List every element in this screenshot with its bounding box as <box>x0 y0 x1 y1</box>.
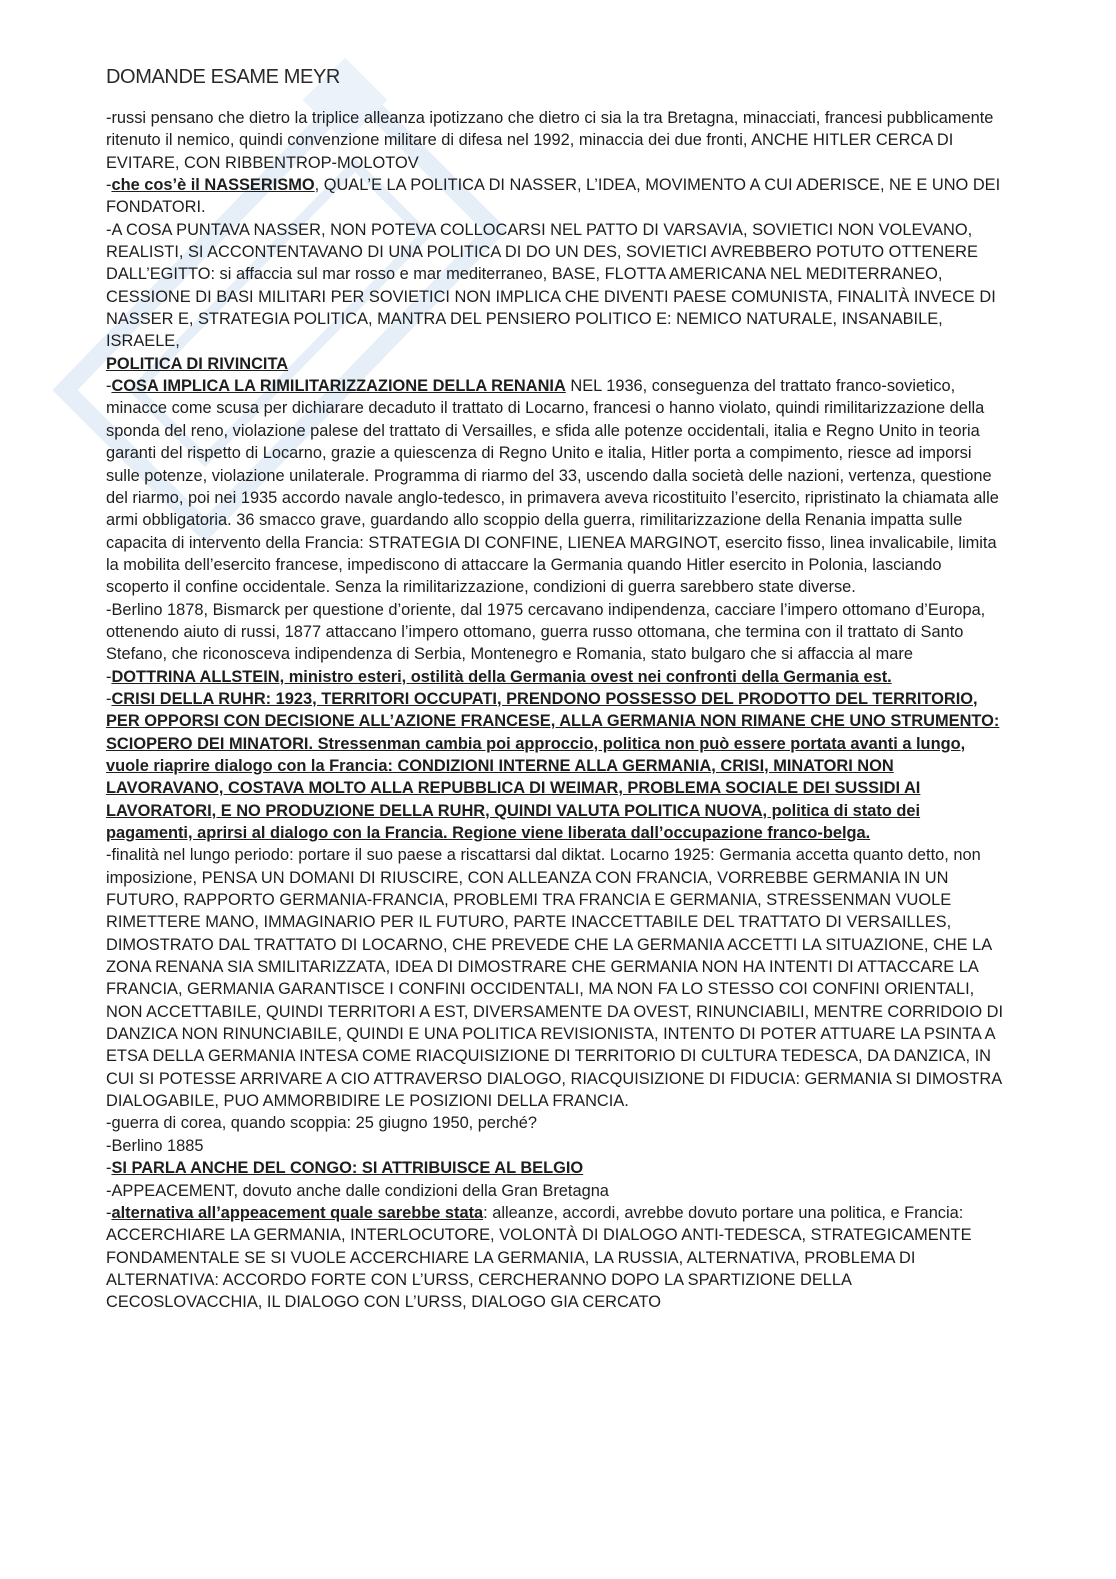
text-run: -guerra di corea, quando scoppia: 25 giugno 1950, perché? <box>106 1114 538 1133</box>
paragraph <box>106 1135 1006 1157</box>
paragraph <box>106 1157 1006 1179</box>
bold-underlined-text: alternativa all’appeacement quale sarebbe stata <box>111 1203 484 1222</box>
paragraph <box>106 1112 1006 1134</box>
text-run: -Berlino 1885 <box>106 1136 204 1155</box>
text-run: - <box>106 377 112 396</box>
paragraph <box>106 844 1006 1112</box>
text-run: - <box>106 689 112 708</box>
bold-underlined-text: CRISI DELLA RUHR: 1923, TERRITORI OCCUPATI, PRENDONO POSSESSO DEL PRODOTTO DEL TERRITORIO, PER OPPORSI CON DECISIONE ALL’AZIONE FRANCESE, ALLA GERMANIA NON RIMANE CHE UNO STRUMENTO: SCIOPERO DEI MINATORI. Stressenman cambia poi approccio, politica non può essere portata avanti a lungo, vuole riaprire dialogo con la Francia: CONDIZIONI INTERNE ALLA GERMANIA, CRISI, MINATORI NON LAVORAVANO, COSTAVA MOLTO ALLA REPUBBLICA DI WEIMAR, PROBLEMA SOCIALE DEI SUSSIDI AI LAVORATORI, E NO PRODUZIONE DELLA RUHR, QUINDI VALUTA POLITICA NUOVA, politica di stato dei pagamenti, aprirsi al dialogo con la Francia. Regione viene liberata dall’occupazione franco-belga. <box>106 689 1000 842</box>
paragraph <box>106 666 1006 688</box>
paragraph <box>106 1180 1006 1202</box>
document-body <box>106 107 1006 1314</box>
paragraph <box>106 107 1006 174</box>
text-run: NEL 1936, conseguenza del trattato franco-sovietico, minacce come scusa per dichiarare decaduto il trattato di Locarno, francesi o hanno violato, quindi rimilitarizzazione della sponda del reno, violazione palese del trattato di Versailles, e sfida alle potenze occidentali, italia e Regno Unito in teoria garanti del rispetto di Locarno, grazie a quiescenza di Regno Unito e italia, Hitler porta a compimento, riesce ad imporsi sulle potenze, violazione unilaterale. Programma di riarmo del 33, uscendo dalla società delle nazioni, vertenza, questione del riarmo, poi nei 1935 accordo navale anglo-tedesco, in primavera aveva ricostituito l’esercito, ripristinato la chiamata alle armi obbligatoria. 36 smacco grave, guardando allo scoppio della guerra, rimilitarizzazione della Renania impatta sulle capacita di intervento della Francia: STRATEGIA DI CONFINE, LIENEA MARGINOT, esercito fisso, linea invalicabile, limita la mobilita dell’esercito francese, impediscono di attaccare la Germania quando Hitler esercito in Polonia, lasciando scoperto il confine occidentale. Senza la rimilitarizzazione, condizioni di guerra sarebbero state diverse. <box>106 377 999 597</box>
text-run: - <box>106 667 112 686</box>
bold-underlined-text: SI PARLA ANCHE DEL CONGO: SI ATTRIBUISCE AL BELGIO <box>111 1159 584 1178</box>
bold-underlined-text: POLITICA DI RIVINCITA <box>106 354 289 373</box>
bold-underlined-text: che cos’è il NASSERISMO <box>111 176 315 195</box>
text-run: -APPEACEMENT, dovuto anche dalle condizioni della Gran Bretagna <box>106 1181 609 1200</box>
paragraph <box>106 353 1006 375</box>
bold-underlined-text: DOTTRINA ALLSTEIN, ministro esteri, ostilità della Germania ovest nei confronti della Germania est. <box>111 667 892 686</box>
text-run: - <box>106 176 112 195</box>
text-run: -Berlino 1878, Bismarck per questione d’oriente, dal 1975 cercavano indipendenza, cacciare l’impero ottomano d’Europa, ottenendo aiuto di russi, 1877 attaccano l’impero ottomano, guerra russo ottomana, che termina con il trattato di Santo Stefano, che riconosceva indipendenza di Serbia, Montenegro e Romania, stato bulgaro che si affaccia al mare <box>106 600 986 664</box>
bold-underlined-text: COSA IMPLICA LA RIMILITARIZZAZIONE DELLA RENANIA <box>111 377 566 396</box>
text-run: -A COSA PUNTAVA NASSER, NON POTEVA COLLOCARSI NEL PATTO DI VARSAVIA, SOVIETICI NON VOLEVANO, REALISTI, SI ACCONTENTAVANO DI UNA POLITICA DI DO UN DES, SOVIETICI AVREBBERO POTUTO OTTENERE DALL’EGITTO: si affaccia sul mar rosso e mar mediterraneo, BASE, FLOTTA AMERICANA NEL MEDITERRANEO, CESSIONE DI BASI MILITARI PER SOVIETICI NON IMPLICA CHE DIVENTI PAESE COMUNISTA, FINALITÀ INVECE DI NASSER E, STRATEGIA POLITICA, MANTRA DEL PENSIERO POLITICO E: NEMICO NATURALE, INSANABILE, ISRAELE, <box>106 220 996 351</box>
paragraph <box>106 599 1006 666</box>
document-title: DOMANDE ESAME MEYR <box>106 66 340 88</box>
text-run: - <box>106 1159 112 1178</box>
paragraph <box>106 219 1006 353</box>
paragraph <box>106 688 1006 844</box>
paragraph <box>106 1202 1006 1314</box>
text-run: : alleanze, accordi, avrebbe dovuto portare una politica, e Francia: ACCERCHIARE LA GERMANIA, INTERLOCUTORE, VOLONTÀ DI DIALOGO ANTI-TEDESCA, STRATEGICAMENTE FONDAMENTALE SE SI VUOLE ACCERCHIARE LA GERMANIA, LA RUSSIA, ALTERNATIVA, PROBLEMA DI ALTERNATIVA: ACCORDO FORTE CON L’URSS, CERCHERANNO DOPO LA SPARTIZIONE DELLA CECOSLOVACCHIA, IL DIALOGO CON L’URSS, DIALOGO GIA CERCATO <box>106 1203 972 1312</box>
text-run: , QUAL’E LA POLITICA DI NASSER, L’IDEA, MOVIMENTO A CUI ADERISCE, NE E UNO DEI FONDATORI. <box>106 176 1001 217</box>
text-run: - <box>106 1203 112 1222</box>
paragraph <box>106 174 1006 219</box>
text-run: -finalità nel lungo periodo: portare il suo paese a riscattarsi dal diktat. Locarno 1925: Germania accetta quanto detto, non imposizione, PENSA UN DOMANI DI RIUSCIRE, CON ALLEANZA CON FRANCIA, VORREBBE GERMANIA IN UN FUTURO, RAPPORTO GERMANIA-FRANCIA, PROBLEMI TRA FRANCIA E GERMANIA, STRESSENMAN VUOLE RIMETTERE MANO, IMMAGINARIO PER IL FUTURO, PARTE INACCETTABILE DEL TRATTATO DI VERSAILLES, DIMOSTRATO DAL TRATTATO DI LOCARNO, CHE PREVEDE CHE LA GERMANIA ACCETTI LA SITUAZIONE, CHE LA ZONA RENANA SIA SMILITARIZZATA, IDEA DI DIMOSTRARE CHE GERMANIA NON HA INTENTI DI ATTACCARE LA FRANCIA, GERMANIA GARANTISCE I CONFINI OCCIDENTALI, MA NON FA LO STESSO COI CONFINI ORIENTALI, NON ACCETTABILE, QUINDI TERRITORI A EST, DIVERSAMENTE DA OVEST, RINUNCIABILI, MENTRE CORRIDOIO DI DANZICA NON RINUNCIABILE, QUINDI E UNA POLITICA REVISIONISTA, INTENTO DI POTER ATTUARE LA PSINTA A ETSA DELLA GERMANIA INTESA COME RIACQUISIZIONE DI TERRITORIO DI CULTURA TEDESCA, DA DANZICA, IN CUI SI POTESSE ARRIVARE A CIO ATTRAVERSO DIALOGO, RIACQUISIZIONE DI FIDUCIA: GERMANIA SI DIMOSTRA DIALOGABILE, PUO AMMORBIDIRE LE POSIZIONI DELLA FRANCIA. <box>106 846 1004 1111</box>
text-run: -russi pensano che dietro la triplice alleanza ipotizzano che dietro ci sia la tra Bretagna, minacciati, francesi pubblicamente ritenuto il nemico, quindi convenzione militare di difesa nel 1992, minaccia dei due fronti, ANCHE HITLER CERCA DI EVITARE, CON RIBBENTROP-MOLOTOV <box>106 109 994 172</box>
paragraph <box>106 375 1006 598</box>
